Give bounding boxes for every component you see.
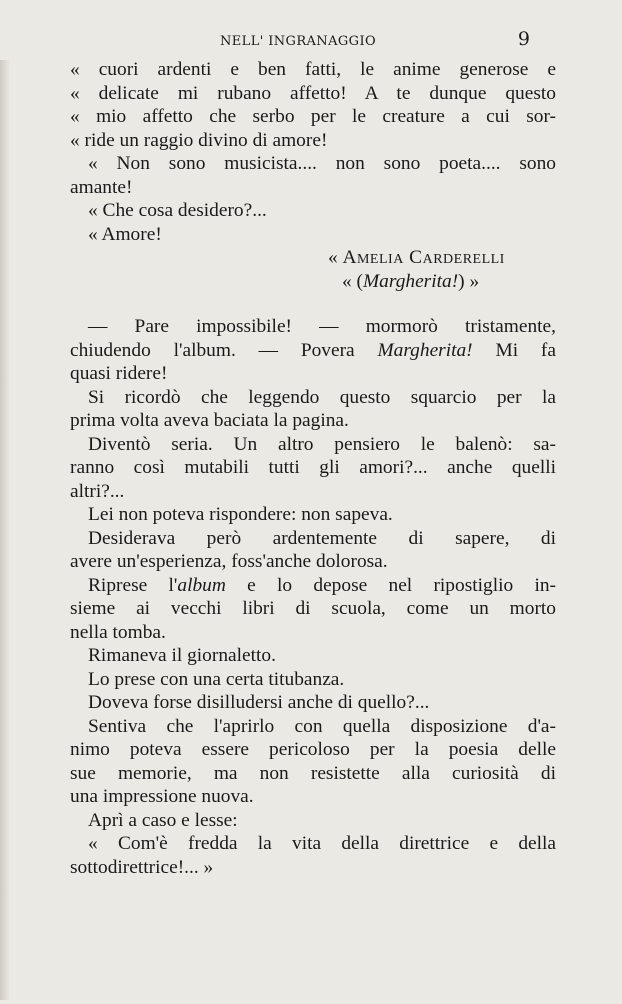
text-line <box>70 339 556 363</box>
text-line <box>70 574 556 598</box>
page-number: 9 <box>517 28 530 50</box>
text-line: sieme ai vecchi libri di scuola, come un morto <box>70 598 556 619</box>
page-header <box>70 30 530 52</box>
section-gap <box>70 293 556 315</box>
text-line: avere un'esperienza, foss'anche dolorosa. <box>70 551 388 572</box>
signature-author: « Amelia Carderelli <box>328 247 505 268</box>
text-line: Aprì a caso e lesse: <box>88 809 238 831</box>
text-italic-margherita: Margherita! <box>377 339 473 361</box>
text-segment: Mi fa <box>472 339 556 361</box>
text-line: « delicate mi rubano affetto! A te dunque questo <box>70 82 556 104</box>
signature-close: ) » <box>458 270 480 292</box>
text-line: « cuori ardenti e ben fatti, le anime generose e <box>70 59 556 80</box>
text-line: Diventò seria. Un altro pensiero le balenò: sa- <box>88 433 556 455</box>
text-line: « mio affetto che serbo per le creature a cui sor- <box>70 106 556 127</box>
text-line: Si ricordò che leggendo questo squarcio per la <box>88 386 556 408</box>
text-line: « Com'è fredda la vita della direttrice e della <box>88 833 556 854</box>
text-line: una impressione nuova. <box>70 786 254 807</box>
text-line: Rimaneva il giornaletto. <box>88 645 276 666</box>
text-line: Doveva forse disilludersi anche di quello?... <box>88 692 430 713</box>
text-line: « Amore! <box>88 223 162 245</box>
text-line: — Pare impossibile! — mormorò tristamente, <box>88 316 556 337</box>
text-line: Desiderava però ardentemente di sapere, di <box>88 527 556 549</box>
text-segment: chiudendo l'album. — Povera <box>70 339 378 361</box>
text-line: « ride un raggio divino di amore! <box>70 129 328 151</box>
body-text <box>70 58 556 879</box>
text-line: amante! <box>70 176 133 198</box>
text-line: Lei non poteva rispondere: non sapeva. <box>88 504 393 525</box>
text-line: nimo poteva essere pericoloso per la poesia delle <box>70 739 556 760</box>
text-line: « Che cosa desidero?... <box>88 200 267 221</box>
signature-name <box>70 270 556 294</box>
text-line: ranno così mutabili tutti gli amori?... anche quelli <box>70 457 556 478</box>
text-italic-album: album <box>177 574 226 596</box>
text-line: nella tomba. <box>70 621 166 643</box>
text-line: Lo prese con una certa titubanza. <box>88 668 345 690</box>
signature-margherita: Margherita! <box>363 270 459 292</box>
text-line: altri?... <box>70 480 125 502</box>
text-segment: e lo depose nel ripostiglio in- <box>225 574 556 596</box>
page-edge-shadow <box>0 60 10 1000</box>
text-line: Sentiva che l'aprirlo con quella disposizione d'a- <box>88 715 556 737</box>
text-line: prima volta aveva baciata la pagina. <box>70 410 349 431</box>
text-line: sue memorie, ma non resistette alla curiosità di <box>70 762 556 784</box>
running-title: NELL' INGRANAGGIO <box>220 34 377 49</box>
text-segment: Riprese l' <box>88 574 178 596</box>
text-line: quasi ridere! <box>70 363 168 384</box>
signature-open: « ( <box>342 270 364 292</box>
text-line: sottodirettrice!... » <box>70 856 214 878</box>
text-line: « Non sono musicista.... non sono poeta.... sono <box>88 153 556 174</box>
